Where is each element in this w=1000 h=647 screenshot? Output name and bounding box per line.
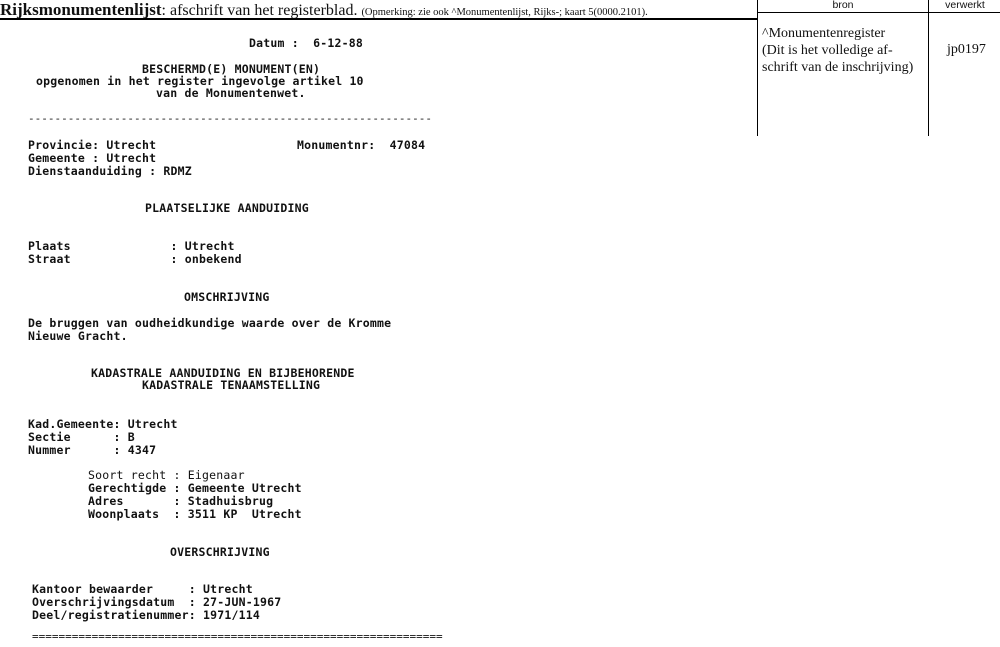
header-title: Rijksmonumentenlijst [0,0,162,19]
equals-separator: ============================================================== [32,630,443,643]
monumentnr: Monumentnr: 47084 [297,138,426,152]
woonplaats: Woonplaats : 3511 KP Utrecht [88,507,302,521]
nummer: Nummer : 4347 [28,443,157,457]
column-bron: bron [758,0,928,13]
heading-wet: van de Monumentenwet. [156,86,306,100]
sectie: Sectie : B [28,430,135,444]
adres: Adres : Stadhuisbrug [88,494,274,508]
soort-recht: Soort recht : Eigenaar [88,468,245,482]
section-title-overschrijving: OVERSCHRIJVING [170,545,270,559]
kad-gemeente: Kad.Gemeente: Utrecht [28,417,178,431]
source-text [762,25,932,76]
source-line: schrift van de inschrijving) [762,60,914,75]
dienstaanduiding: Dienstaanduiding : RDMZ [28,164,192,178]
dash-separator: ------------------------------------------------------------- [28,112,432,125]
kantoor-bewaarder: Kantoor bewaarder : Utrecht [32,582,253,596]
section-title-omschrijving: OMSCHRIJVING [184,290,270,304]
source-line: ^Monumentenregister [762,26,886,41]
source-line: (Dit is het volledige af- [762,43,893,58]
header-remark: (Opmerking: zie ook ^Monumentenlijst, Rijks-; kaart 5(0000.2101). [361,7,648,18]
processed-code: jp0197 [947,42,986,57]
heading-register: opgenomen in het register ingevolge artikel 10 [36,74,364,88]
deel-registratienummer: Deel/registratienummer: 1971/114 [32,608,260,622]
straat: Straat : onbekend [28,252,242,266]
datum: Datum : 6-12-88 [249,36,363,50]
provincie: Provincie: Utrecht [28,138,157,152]
section-title-tenaamstelling: KADASTRALE TENAAMSTELLING [142,378,321,392]
source-box [757,0,1000,136]
gerechtigde: Gerechtigde : Gemeente Utrecht [88,481,302,495]
header-subtitle: : afschrift van het registerblad. [161,2,358,19]
document-header [0,0,758,20]
heading-monument: BESCHERMD(E) MONUMENT(EN) [142,62,321,76]
gemeente: Gemeente : Utrecht [28,151,157,165]
omschrijving-line: De bruggen van oudheidkundige waarde over de Kromme [28,316,392,330]
plaats: Plaats : Utrecht [28,239,235,253]
section-title-plaatselijk: PLAATSELIJKE AANDUIDING [145,201,309,215]
section-title-kadastraal: KADASTRALE AANDUIDING EN BIJBEHORENDE [91,366,355,380]
omschrijving-line: Nieuwe Gracht. [28,329,128,343]
overschrijvingsdatum: Overschrijvingsdatum : 27-JUN-1967 [32,595,282,609]
column-verwerkt: verwerkt [929,0,1000,13]
